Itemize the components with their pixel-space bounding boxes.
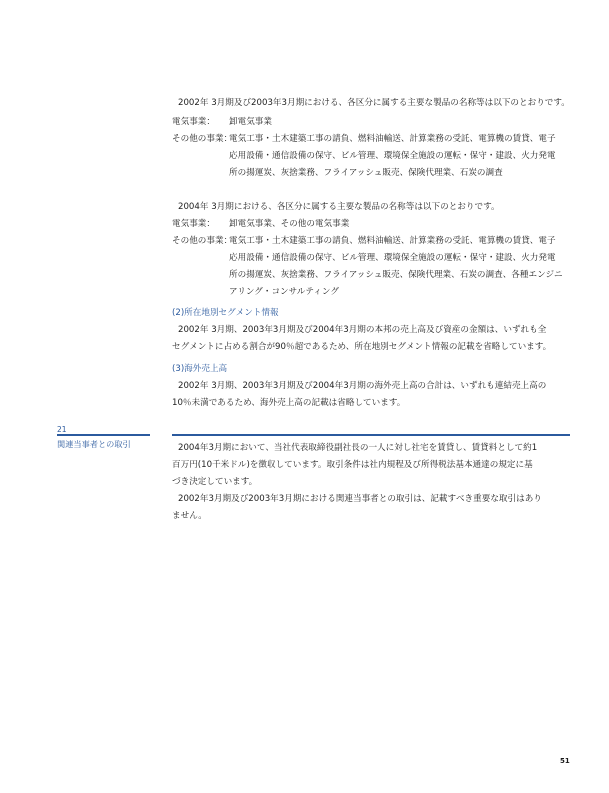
section-a-other-label: その他の事業：: [172, 134, 233, 144]
section-a-other-line: 電気工事・土木建築工事の請負、燃料油輸送、計算業務の受託、電算機の賃貸、電子: [229, 134, 556, 144]
section-a-other-line: 所の揚運炭、灰捨業務、フライアッシュ販売、保険代理業、石炭の調査: [229, 168, 503, 178]
related-party-line: 2002年3月期及び2003年3月期における関連当事者との取引は、記載すべき重要な取引はあり: [178, 494, 542, 504]
related-party-line: 2004年3月期において、当社代表取締役副社長の一人に対し社宅を賃貸し、賃貸料として約1: [178, 443, 538, 453]
section-a-intro: 2002年 3月期及び2003年3月期における、各区分に属する主要な製品の名称等は以下のとおりです。: [178, 98, 570, 108]
section-a-other-line: 応用設備・通信設備の保守、ビル管理、環境保全施設の運転・保守・建設、火力発電: [229, 151, 556, 161]
overseas-sales-line: 2002年 3月期、2003年3月期及び2004年3月期の海外売上高の合計は、いずれも連結売上高の: [178, 381, 547, 391]
segment-location-heading: (2)所在地別セグメント情報: [172, 308, 279, 318]
note-number: 21: [57, 425, 67, 434]
note-title: 関連当事者との取引: [57, 439, 131, 449]
section-b-electric-value: 卸電気事業、その他の電気事業: [229, 219, 350, 229]
side-divider: [57, 434, 150, 436]
main-divider: [172, 434, 570, 436]
overseas-sales-heading: (3)海外売上高: [172, 364, 228, 374]
related-party-line: 百万円(10千米ドル)を徴収しています。取引条件は社内規程及び所得税法基本通達の規定に基: [172, 460, 533, 470]
section-a-electric-value: 卸電気事業: [229, 117, 272, 127]
related-party-line: ません。: [172, 511, 207, 521]
section-b-other-label: その他の事業：: [172, 236, 233, 246]
section-b-intro: 2004年 3月期における、各区分に属する主要な製品の名称等は以下のとおりです。: [178, 202, 500, 212]
section-a-electric-label: 電気事業：: [172, 117, 215, 127]
section-b-other-line: 所の揚運炭、灰捨業務、フライアッシュ販売、保険代理業、石炭の調査、各種エンジニ: [229, 270, 563, 280]
section-b-other-line: アリング・コンサルティング: [229, 287, 339, 297]
section-b-other-line: 応用設備・通信設備の保守、ビル管理、環境保全施設の運転・保守・建設、火力発電: [229, 253, 556, 263]
section-b-electric-label: 電気事業：: [172, 219, 215, 229]
page-number: 51: [560, 757, 570, 765]
section-b-other-line: 電気工事・土木建築工事の請負、燃料油輸送、計算業務の受託、電算機の賃貸、電子: [229, 236, 556, 246]
related-party-line: づき決定しています。: [172, 477, 258, 487]
segment-location-line: 2002年 3月期、2003年3月期及び2004年3月期の本邦の売上高及び資産の金額は、いずれも全: [178, 325, 547, 335]
segment-location-line: セグメントに占める割合が90％超であるため、所在地別セグメント情報の記載を省略しています。: [172, 342, 552, 352]
overseas-sales-line: 10％未満であるため、海外売上高の記載は省略しています。: [172, 398, 406, 408]
